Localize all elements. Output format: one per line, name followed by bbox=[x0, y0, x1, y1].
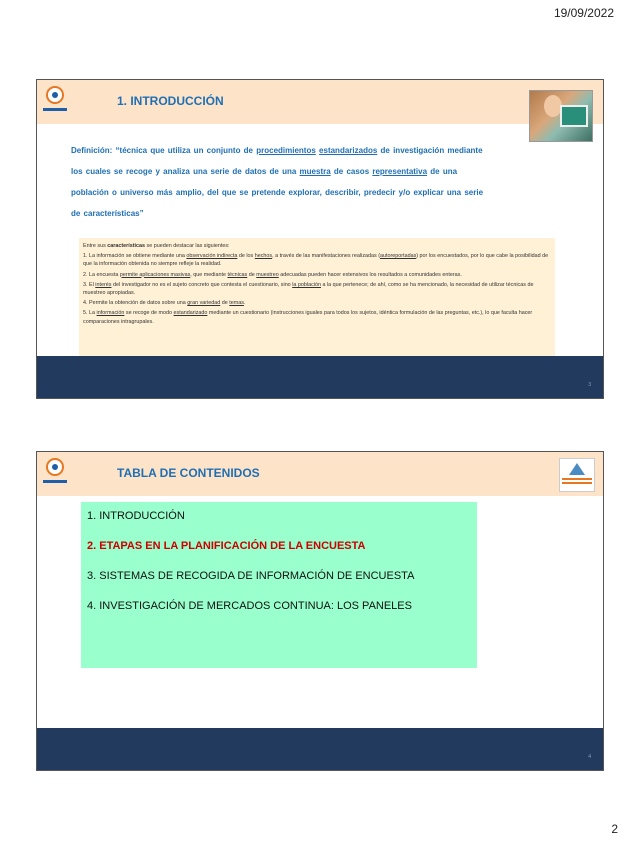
definition-text: Definición: “técnica que utiliza un conjunto de procedimientos estandarizados de investigación mediante los cuales se recoge y analiza una serie de datos de una muestra de casos representativa de una población o universo más amplio, del que se pretende explorar, describir, predecir y/o explicar una serie de características” bbox=[71, 146, 484, 218]
slide-title: TABLA DE CONTENIDOS bbox=[117, 466, 260, 480]
list-item: 3. El interés del investigador no es el sujeto concreto que contesta el cuestionario, sino la población a la que pertenece; de ahí, como se ha mencionado, la necesidad de utilizar técnicas de muestreo apropiadas. bbox=[83, 281, 534, 297]
toc-item-introduccion[interactable]: 1. INTRODUCCIÓN bbox=[87, 510, 185, 522]
slide-number: 3 bbox=[588, 382, 591, 388]
slide-header bbox=[37, 80, 603, 124]
page-date: 19/09/2022 bbox=[553, 6, 614, 20]
slide-number: 4 bbox=[588, 754, 591, 760]
toc-item-paneles[interactable]: 4. INVESTIGACIÓN DE MERCADOS CONTINUA: LOS PANELES bbox=[87, 600, 412, 612]
characteristics-box: Entre sus características se pueden destacar las siguientes: 1. La información se obtiene mediante una observación indirecta de los hechos, a través de las manifestaciones realizadas (autoreportadas) por los encuestados, por lo que cabe la posibilidad de que la información obtenida no siempre refleje la realidad. 2. La encuesta permite aplicaciones masivas, que mediante técnicas de muestreo adecuadas pueden hacer extensivos los resultados a comunidades enteras. 3. El interés del investigador no es el sujeto concreto que contesta el cuestionario, sino la población a la que pertenece; de ahí, como se ha mencionado, la necesidad de utilizar técnicas de muestreo apropiadas. 4. Permite la obtención de datos sobre una gran variedad de temas. 5. La información se recoge de modo estandarizado mediante un cuestionario (instrucciones iguales para todos los sujetos, idéntica formulación de las preguntas, etc.), lo que faculta hacer comparaciones intragrupales. bbox=[79, 238, 555, 362]
list-item: 5. La información se recoge de modo estandarizado mediante un cuestionario (instrucciones iguales para todos los sujetos, idéntica formulación de las preguntas, etc.), lo que faculta hacer comparaciones intragrupales. bbox=[83, 310, 533, 325]
slide-footer bbox=[37, 728, 603, 770]
umh-logo-icon bbox=[43, 86, 67, 118]
list-item: 4. Permite la obtención de datos sobre una gran variedad de temas. bbox=[83, 300, 246, 307]
slide-tabla-contenidos bbox=[36, 451, 604, 771]
list-item: 1. La información se obtiene mediante una observación indirecta de los hechos, a través de las manifestaciones realizadas (autoreportadas) por los encuestados, por lo que cabe la posibilidad de que la información obtenida no siempre refleje la realidad. bbox=[83, 253, 549, 268]
table-of-contents bbox=[81, 502, 477, 668]
slide-footer bbox=[37, 356, 603, 398]
slide-introduccion bbox=[36, 79, 604, 399]
slide-title: 1. INTRODUCCIÓN bbox=[117, 94, 224, 108]
presenter-photo bbox=[529, 90, 593, 142]
list-item: 2. La encuesta permite aplicaciones masivas, que mediante técnicas de muestreo adecuadas pueden hacer extensivos los resultados a comunidades enteras. bbox=[83, 271, 462, 278]
toc-item-sistemas[interactable]: 3. SISTEMAS DE RECOGIDA DE INFORMACIÓN DE ENCUESTA bbox=[87, 570, 415, 582]
slide-header bbox=[37, 452, 603, 496]
page-number: 2 bbox=[611, 822, 618, 836]
toc-item-etapas[interactable]: 2. ETAPAS EN LA PLANIFICACIÓN DE LA ENCUESTA bbox=[87, 540, 366, 552]
umh-logo-icon bbox=[43, 458, 67, 490]
university-logo-icon bbox=[559, 458, 595, 492]
